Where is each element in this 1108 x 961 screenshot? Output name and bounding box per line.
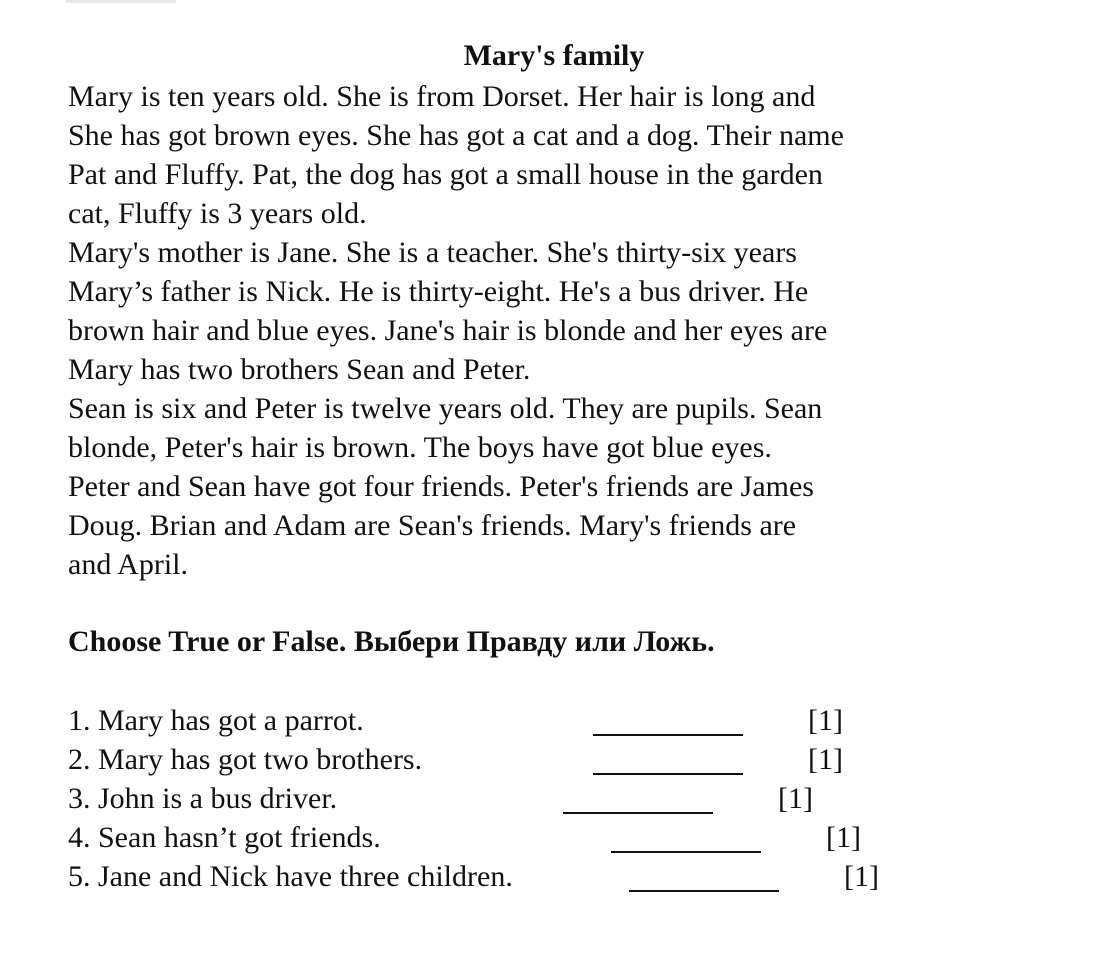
question-1-text: 1. Mary has got a parrot.	[68, 704, 364, 737]
story-line: and April.	[68, 548, 188, 581]
story-line: She has got brown eyes. She has got a cat and a dog. Their name	[68, 119, 844, 152]
story-line: Mary’s father is Nick. He is thirty-eight. He's a bus driver. He	[68, 275, 809, 308]
question-3-text: 3. John is a bus driver.	[68, 782, 338, 815]
story-line: brown hair and blue eyes. Jane's hair is blonde and her eyes are	[68, 314, 828, 347]
question-2-mark: [1]	[808, 743, 843, 776]
question-4-mark: [1]	[826, 821, 861, 854]
question-5-text: 5. Jane and Nick have three children.	[68, 860, 513, 893]
question-5-mark: [1]	[844, 860, 879, 893]
page-title: Mary's family	[463, 39, 645, 72]
question-2-text: 2. Mary has got two brothers.	[68, 743, 423, 776]
story-line: Peter and Sean have got four friends. Peter's friends are James	[68, 470, 814, 503]
question-4-text: 4. Sean hasn’t got friends.	[68, 821, 381, 854]
question-3-answer-blank[interactable]	[563, 812, 713, 814]
story-line: Mary is ten years old. She is from Dorset. Her hair is long and	[68, 80, 816, 113]
task-heading: Choose True or False. Выбери Правду или Ложь.	[68, 625, 715, 658]
story-line: blonde, Peter's hair is brown. The boys have got blue eyes.	[68, 431, 772, 464]
story-line: Sean is six and Peter is twelve years old. They are pupils. Sean	[68, 392, 823, 425]
story-line: Mary has two brothers Sean and Peter.	[68, 353, 531, 386]
story-paragraph	[68, 77, 844, 584]
question-3-mark: [1]	[778, 782, 813, 815]
question-1-answer-blank[interactable]	[593, 734, 743, 736]
story-line: Mary's mother is Jane. She is a teacher. She's thirty-six years	[68, 236, 797, 269]
question-5-answer-blank[interactable]	[629, 890, 779, 892]
question-2-answer-blank[interactable]	[593, 773, 743, 775]
scan-edge-mark	[66, 0, 176, 3]
question-4-answer-blank[interactable]	[611, 851, 761, 853]
story-line: Pat and Fluffy. Pat, the dog has got a small house in the garden	[68, 158, 823, 191]
story-line: cat, Fluffy is 3 years old.	[68, 197, 367, 230]
question-1-mark: [1]	[808, 704, 843, 737]
story-line: Doug. Brian and Adam are Sean's friends. Mary's friends are	[68, 509, 797, 542]
